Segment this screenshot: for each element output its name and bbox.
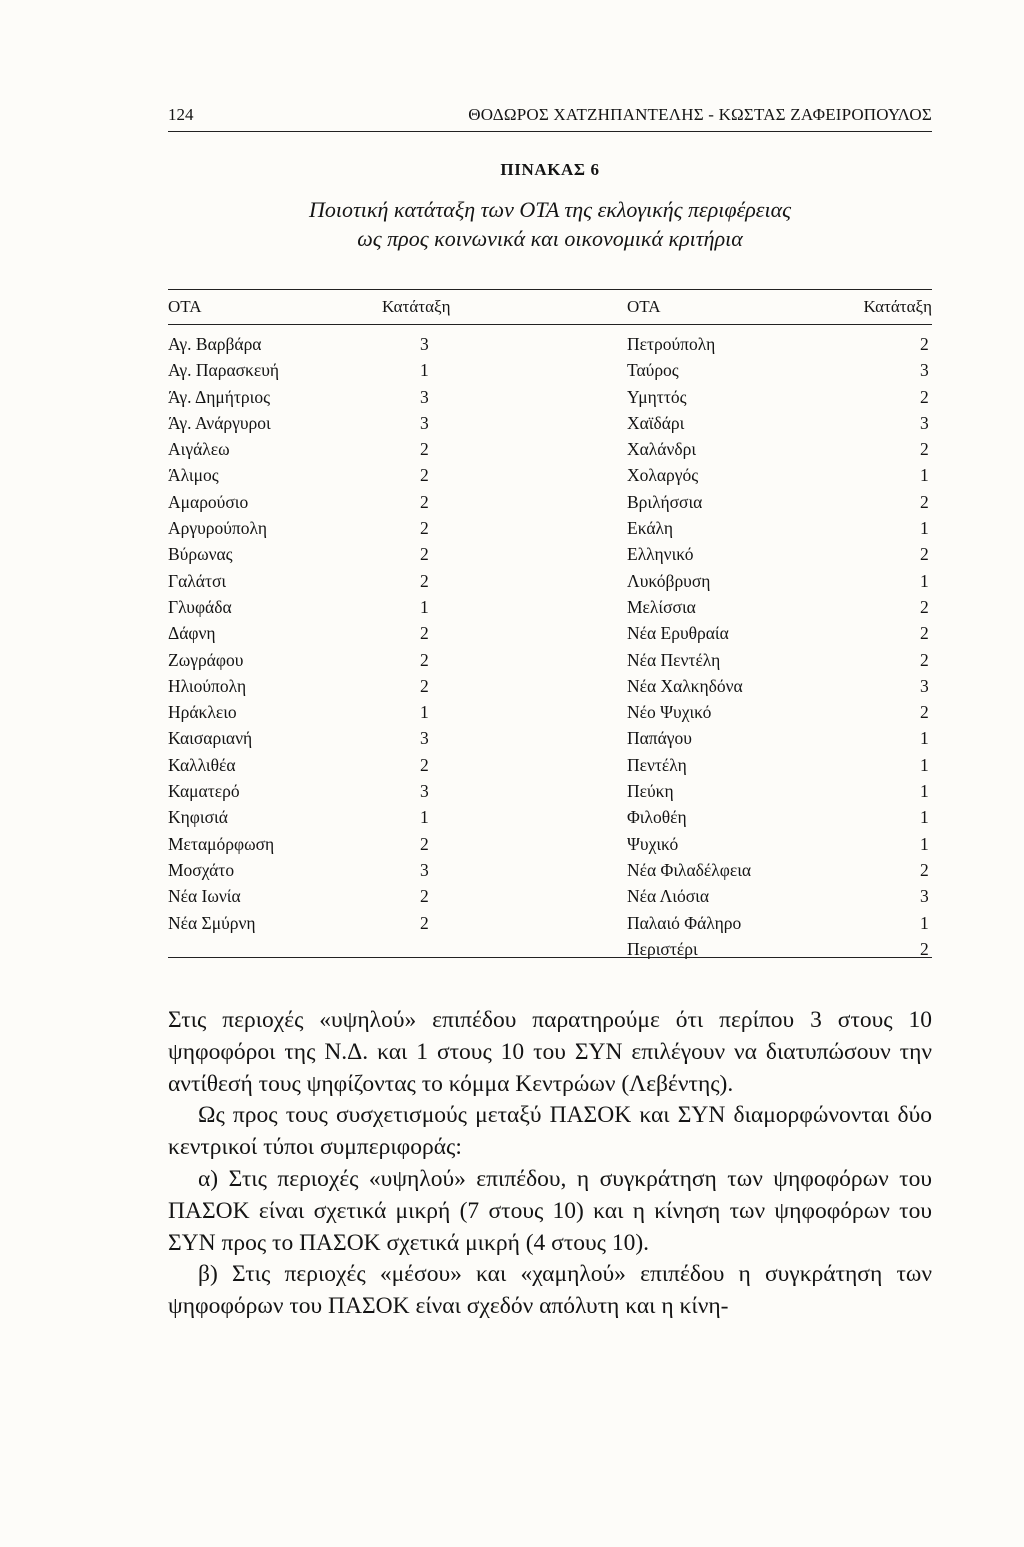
rank-cell: 2 — [920, 859, 929, 880]
ota-cell: Γαλάτσι — [168, 570, 227, 591]
rank-cell: 2 — [420, 886, 429, 907]
running-title: ΘΟΔΩΡΟΣ ΧΑΤΖΗΠΑΝΤΕΛΗΣ - ΚΩΣΤΑΣ ΖΑΦΕΙΡΟΠΟΥΛΟΣ — [468, 105, 932, 124]
ota-cell: Νέα Ιωνία — [168, 886, 241, 907]
ota-cell: Βύρωνας — [168, 544, 233, 565]
rank-cell: 3 — [420, 412, 429, 433]
ota-cell: Νέα Ερυθραία — [627, 623, 729, 644]
rank-cell: 2 — [920, 439, 929, 460]
rank-cell: 1 — [420, 596, 429, 617]
rank-cell: 2 — [420, 518, 429, 539]
ota-cell: Παλαιό Φάληρο — [627, 912, 742, 933]
rank-cell: 1 — [920, 518, 929, 539]
ota-cell: Καλλιθέα — [168, 754, 236, 775]
rank-cell: 2 — [920, 702, 929, 723]
rank-cell: 2 — [920, 386, 929, 407]
ota-cell: Βριλήσσια — [627, 491, 703, 512]
rank-cell: 2 — [920, 544, 929, 565]
rank-cell: 3 — [420, 859, 429, 880]
ota-cell: Νέα Σμύρνη — [168, 912, 256, 933]
rank-cell: 1 — [920, 807, 929, 828]
rank-cell: 2 — [420, 544, 429, 565]
ota-cell: Αγ. Παρασκευή — [168, 360, 280, 381]
ota-cell: Καματερό — [168, 781, 240, 802]
rank-cell: 2 — [920, 938, 929, 959]
paragraph: Στις περιοχές «υψηλού» επιπέδου παρατηρούμε ότι περίπου 3 στους 10 ψηφοφόροι της Ν.Δ. και 1 στους 10 του ΣΥΝ επιλέγουν να διατυπώσουν την αντίθεσή τους ψηφίζοντας το κόμμα Κεντρώων (Λεβέντης). — [168, 1007, 932, 1097]
rank-cell: 3 — [920, 360, 929, 381]
table-title: ΠΙΝΑΚΑΣ 6 — [500, 160, 600, 179]
rank-cell: 2 — [920, 623, 929, 644]
ota-cell: Φιλοθέη — [627, 807, 687, 828]
ota-cell: Κηφισιά — [168, 807, 228, 828]
page-header — [168, 103, 932, 132]
ota-cell: Χαλάνδρι — [627, 439, 697, 460]
ota-cell: Εκάλη — [627, 518, 674, 539]
rank-cell: 1 — [420, 807, 429, 828]
rank-cell: 3 — [920, 886, 929, 907]
paragraph: β) Στις περιοχές «μέσου» και «χαμηλού» επιπέδου η συγκράτηση των ψηφοφόρων του ΠΑΣΟΚ είναι σχεδόν απόλυτη και η κίνη- — [168, 1261, 932, 1320]
rank-cell: 3 — [920, 412, 929, 433]
rank-cell: 1 — [420, 360, 429, 381]
rank-cell: 2 — [920, 491, 929, 512]
ota-cell: Αιγάλεω — [168, 439, 230, 460]
ota-cell: Λυκόβρυση — [627, 570, 711, 591]
ota-cell: Νέα Λιόσια — [627, 886, 710, 907]
rank-cell: 2 — [920, 334, 929, 354]
ota-cell: Μοσχάτο — [168, 859, 235, 880]
rank-cell: 3 — [420, 728, 429, 749]
rank-cell: 3 — [420, 386, 429, 407]
ota-cell: Ταύρος — [627, 360, 679, 381]
body-text — [168, 1005, 932, 1323]
rank-cell: 2 — [420, 465, 429, 486]
rank-cell: 2 — [420, 491, 429, 512]
right-rank-column — [920, 331, 929, 962]
page-number: 124 — [168, 105, 194, 124]
rank-cell: 3 — [920, 675, 929, 696]
ota-cell: Νέα Πεντέλη — [627, 649, 721, 670]
ota-cell: Καισαριανή — [168, 728, 253, 749]
ota-cell: Αγ. Βαρβάρα — [168, 334, 262, 354]
ota-cell: Πεύκη — [627, 781, 674, 802]
rank-cell: 2 — [920, 596, 929, 617]
rank-cell: 1 — [920, 833, 929, 854]
rank-cell: 3 — [420, 334, 429, 354]
ota-cell: Χαϊδάρι — [627, 412, 685, 433]
ota-cell: Μεταμόρφωση — [168, 833, 275, 854]
ota-cell: Ηράκλειο — [168, 702, 237, 723]
table-header-rule — [168, 324, 932, 325]
rank-cell: 2 — [420, 833, 429, 854]
ota-cell: Άλιμος — [168, 465, 219, 486]
ota-cell: Άγ. Δημήτριος — [168, 386, 271, 407]
ota-cell: Πετρούπολη — [627, 334, 716, 354]
rank-cell: 2 — [420, 912, 429, 933]
left-rank-column — [420, 331, 429, 936]
column-header-ota-right: ΟΤΑ — [627, 297, 661, 316]
rank-cell: 2 — [420, 623, 429, 644]
ota-cell: Ψυχικό — [627, 833, 679, 854]
paragraph: α) Στις περιοχές «υψηλού» επιπέδου, η συγκράτηση των ψηφοφόρων του ΠΑΣΟΚ είναι σχετικά μικρή (7 στους 10) και η κίνηση των ψηφοφόρων του ΣΥΝ προς το ΠΑΣΟΚ σχετικά μικρή (4 στους 10). — [168, 1165, 932, 1256]
right-ota-column — [627, 331, 751, 962]
column-header-ota-left: ΟΤΑ — [168, 297, 202, 316]
rank-cell: 1 — [920, 728, 929, 749]
ota-cell: Ελληνικό — [627, 544, 694, 565]
rank-cell: 1 — [920, 754, 929, 775]
ota-cell: Νέο Ψυχικό — [627, 702, 712, 723]
table-bottom-rule — [168, 957, 932, 958]
rank-cell: 1 — [920, 912, 929, 933]
ota-cell: Δάφνη — [168, 623, 216, 644]
rank-cell: 1 — [920, 570, 929, 591]
paragraph: Ως προς τους συσχετισμούς μεταξύ ΠΑΣΟΚ και ΣΥΝ διαμορφώνονται δύο κεντρικοί τύποι συμπεριφοράς: — [168, 1102, 932, 1161]
rank-cell: 1 — [920, 465, 929, 486]
column-header-rank-right: Κατάταξη — [863, 297, 932, 316]
column-header-rank-left: Κατάταξη — [382, 297, 451, 316]
rank-cell: 2 — [420, 439, 429, 460]
ota-cell: Ηλιούπολη — [168, 675, 247, 696]
rank-cell: 2 — [920, 649, 929, 670]
rank-cell: 3 — [420, 781, 429, 802]
ota-cell: Παπάγου — [627, 728, 692, 749]
rank-cell: 1 — [420, 702, 429, 723]
ota-cell: Μελίσσια — [627, 596, 696, 617]
ota-cell: Νέα Φιλαδέλφεια — [627, 859, 752, 880]
rank-cell: 2 — [420, 675, 429, 696]
rank-cell: 2 — [420, 754, 429, 775]
rank-cell: 1 — [920, 781, 929, 802]
ota-cell: Υμηττός — [627, 386, 687, 407]
left-ota-column — [168, 331, 279, 936]
ota-cell: Περιστέρι — [627, 938, 698, 959]
ota-cell: Αμαρούσιο — [168, 491, 249, 512]
ota-cell: Νέα Χαλκηδόνα — [627, 675, 743, 696]
ota-cell: Πεντέλη — [627, 754, 687, 775]
table-top-rule — [168, 289, 932, 290]
ota-cell: Αργυρούπολη — [168, 518, 267, 539]
table-subtitle-line1: Ποιοτική κατάταξη των ΟΤΑ της εκλογικής περιφέρειας — [308, 197, 792, 222]
rank-cell: 2 — [420, 649, 429, 670]
ota-cell: Χολαργός — [627, 465, 699, 486]
ota-cell: Γλυφάδα — [168, 596, 232, 617]
rank-cell: 2 — [420, 570, 429, 591]
table-subtitle-line2: ως προς κοινωνικά και οικονομικά κριτήρια — [357, 226, 743, 251]
ota-cell: Ζωγράφου — [168, 649, 244, 670]
ota-cell: Άγ. Ανάργυροι — [168, 412, 271, 433]
